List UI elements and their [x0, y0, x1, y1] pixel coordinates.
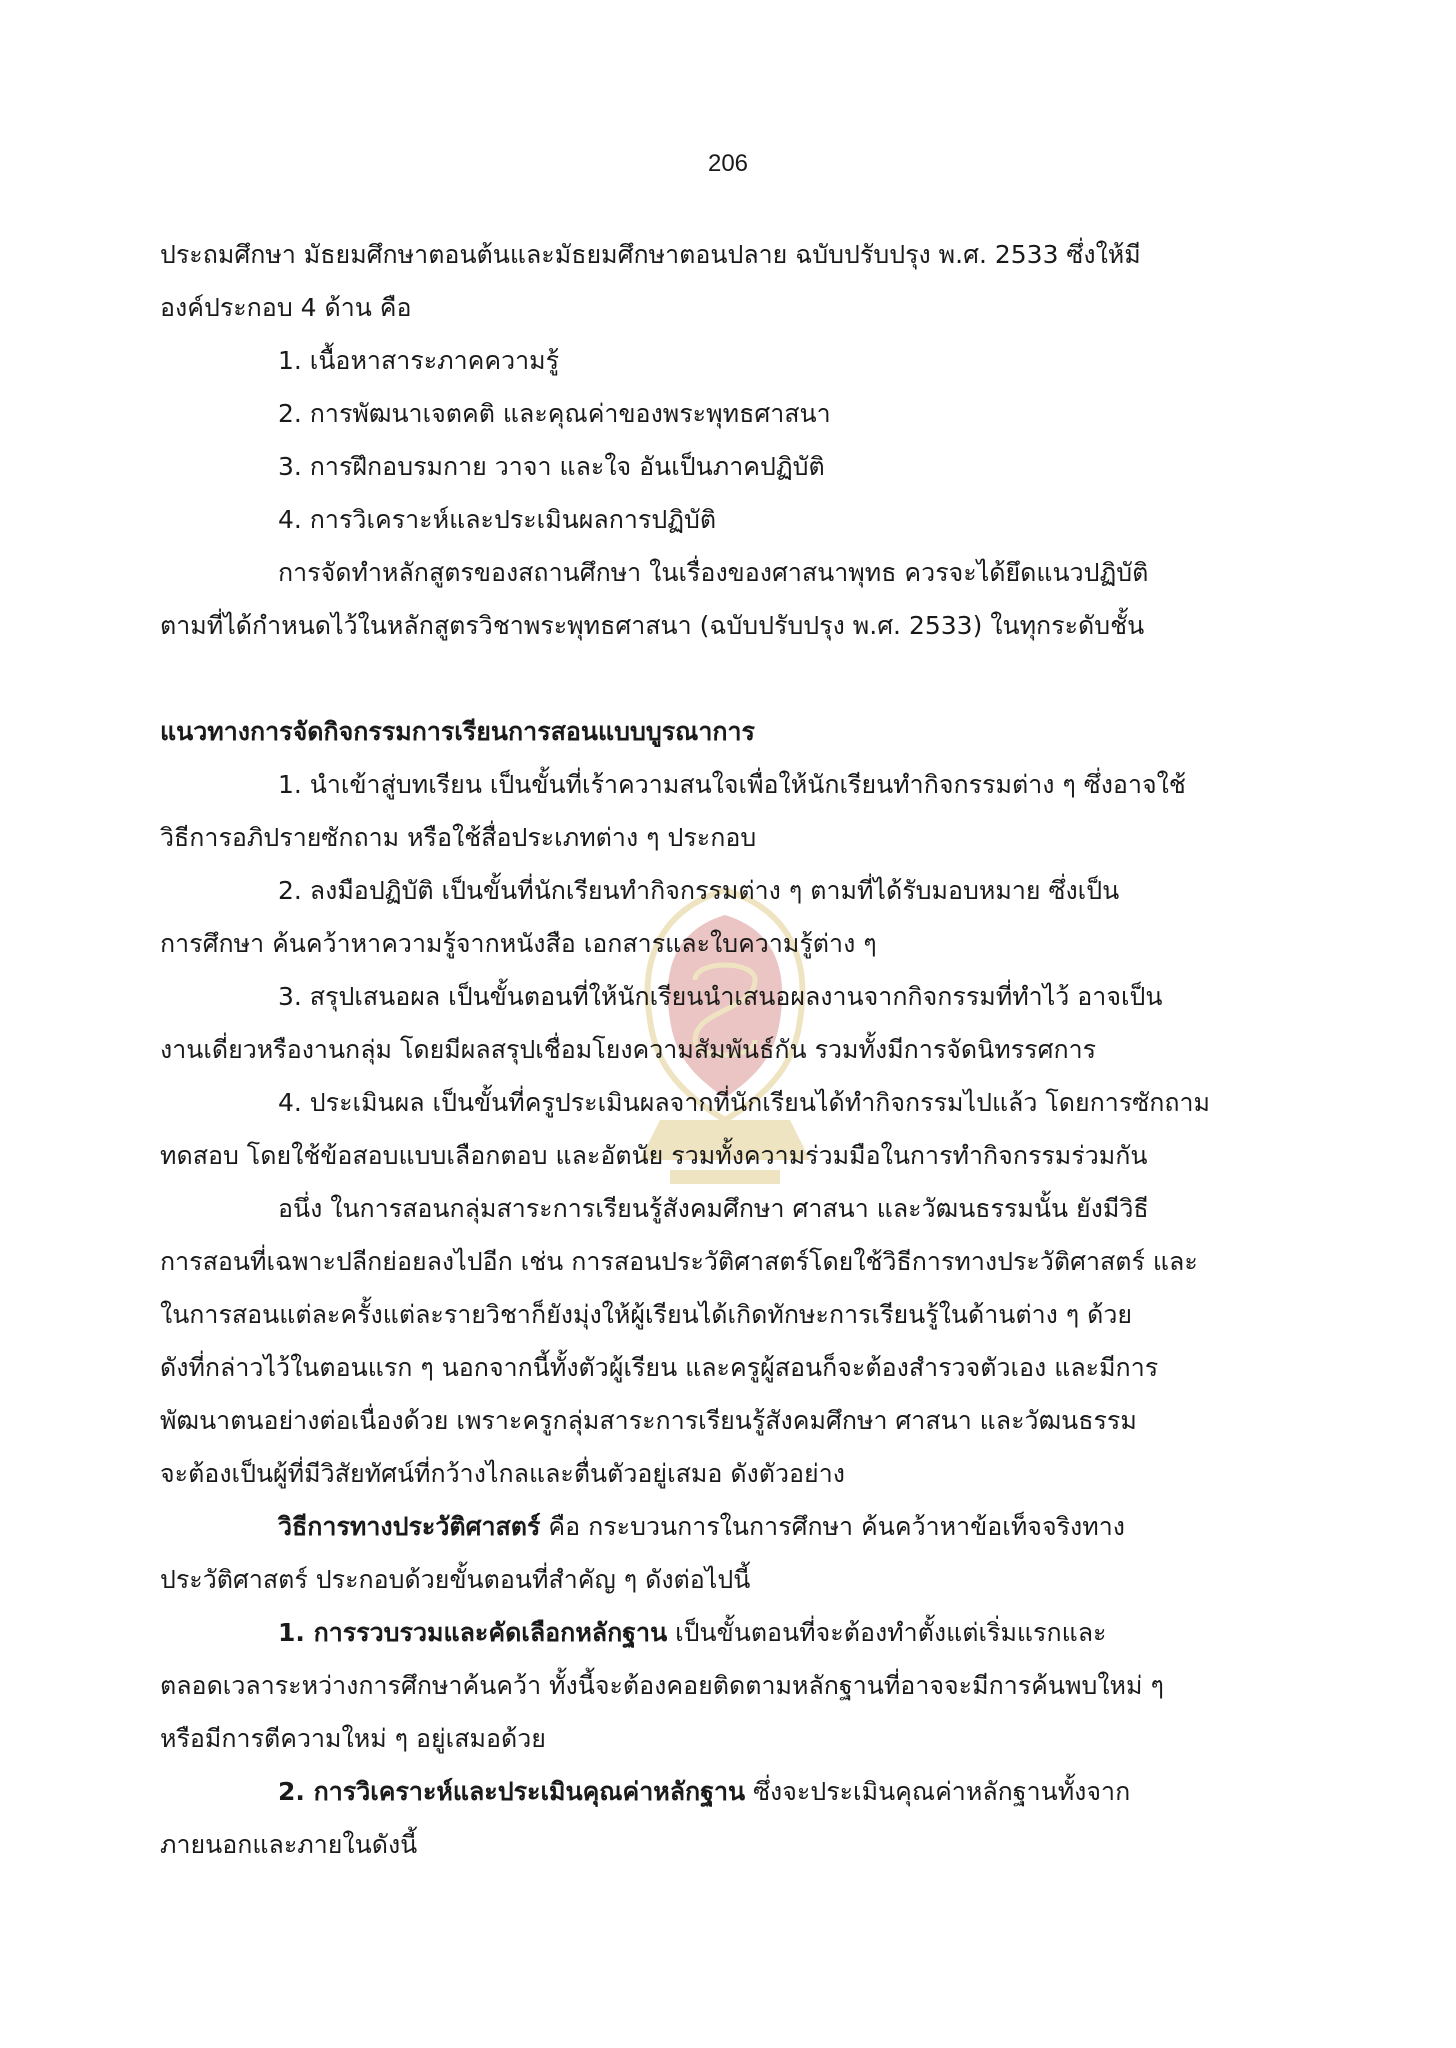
paragraph-line: [160, 1765, 1300, 1818]
paragraph-line: ตลอดเวลาระหว่างการศึกษาค้นคว้า ทั้งนี้จะต้องคอยติดตามหลักฐานที่อาจจะมีการค้นพบใหม่ ๆ: [160, 1671, 1164, 1700]
document-body: [160, 228, 1300, 1871]
step-line: 3. สรุปเสนอผล เป็นขั้นตอนที่ให้นักเรียนนำเสนอผลงานจากกิจกรรมที่ทำไว้ อาจเป็น: [278, 982, 1163, 1011]
paragraph-line: อนึ่ง ในการสอนกลุ่มสาระการเรียนรู้สังคมศึกษา ศาสนา และวัฒนธรรมนั้น ยังมีวิธี: [278, 1194, 1149, 1223]
paragraph-line: หรือมีการตีความใหม่ ๆ อยู่เสมอด้วย: [160, 1724, 546, 1753]
paragraph-line: พัฒนาตนอย่างต่อเนื่องด้วย เพราะครูกลุ่มสาระการเรียนรู้สังคมศึกษา ศาสนา และวัฒนธรรม: [160, 1406, 1137, 1435]
list-item: 3. การฝึกอบรมกาย วาจา และใจ อันเป็นภาคปฏิบัติ: [278, 452, 825, 481]
paragraph-line: [160, 1500, 1300, 1553]
step-line: ทดสอบ โดยใช้ข้อสอบแบบเลือกตอบ และอัตนัย รวมทั้งความร่วมมือในการทำกิจกรรมร่วมกัน: [160, 1141, 1148, 1170]
step-line: 1. นำเข้าสู่บทเรียน เป็นขั้นที่เร้าความสนใจเพื่อให้นักเรียนทำกิจกรรมต่าง ๆ ซึ่งอาจใช้: [278, 770, 1186, 799]
step-line: งานเดี่ยวหรืองานกลุ่ม โดยมีผลสรุปเชื่อมโยงความสัมพันธ์กัน รวมทั้งมีการจัดนิทรรศการ: [160, 1035, 1097, 1064]
step-line: วิธีการอภิปรายซักถาม หรือใช้สื่อประเภทต่าง ๆ ประกอบ: [160, 823, 757, 852]
paragraph-line: การสอนที่เฉพาะปลีกย่อยลงไปอีก เช่น การสอนประวัติศาสตร์โดยใช้วิธีการทางประวัติศาสตร์ และ: [160, 1247, 1198, 1276]
paragraph-line: การจัดทำหลักสูตรของสถานศึกษา ในเรื่องของศาสนาพุทธ ควรจะได้ยึดแนวปฏิบัติ: [278, 558, 1149, 587]
step-line: 2. ลงมือปฏิบัติ เป็นขั้นที่นักเรียนทำกิจกรรมต่าง ๆ ตามที่ได้รับมอบหมาย ซึ่งเป็น: [278, 876, 1120, 905]
paragraph-line: ตามที่ได้กำหนดไว้ในหลักสูตรวิชาพระพุทธศาสนา (ฉบับปรับปรุง พ.ศ. 2533) ในทุกระดับชั้น: [160, 611, 1145, 640]
bold-term: 2. การวิเคราะห์และประเมินคุณค่าหลักฐาน: [278, 1777, 746, 1806]
step-line: การศึกษา ค้นคว้าหาความรู้จากหนังสือ เอกสารและใบความรู้ต่าง ๆ: [160, 929, 877, 958]
section-heading: แนวทางการจัดกิจกรรมการเรียนการสอนแบบบูรณาการ: [160, 717, 755, 746]
list-item: 1. เนื้อหาสาระภาคความรู้: [278, 346, 560, 375]
list-item: 4. การวิเคราะห์และประเมินผลการปฏิบัติ: [278, 505, 717, 534]
bold-term: วิธีการทางประวัติศาสตร์: [278, 1512, 541, 1541]
paragraph-line: ภายนอกและภายในดังนี้: [160, 1830, 418, 1859]
paragraph-text: เป็นขั้นตอนที่จะต้องทำตั้งแต่เริ่มแรกและ: [667, 1618, 1107, 1647]
paragraph-line: ประถมศึกษา มัธยมศึกษาตอนต้นและมัธยมศึกษาตอนปลาย ฉบับปรับปรุง พ.ศ. 2533 ซึ่งให้มี: [160, 240, 1141, 269]
paragraph-text: คือ กระบวนการในการศึกษา ค้นคว้าหาข้อเท็จจริงทาง: [540, 1512, 1125, 1541]
page-number: 206: [707, 150, 749, 177]
paragraph-line: จะต้องเป็นผู้ที่มีวิสัยทัศน์ที่กว้างไกลและตื่นตัวอยู่เสมอ ดังตัวอย่าง: [160, 1459, 845, 1488]
paragraph-text: ซึ่งจะประเมินคุณค่าหลักฐานทั้งจาก: [745, 1777, 1131, 1806]
list-item: 2. การพัฒนาเจตคติ และคุณค่าของพระพุทธศาสนา: [278, 399, 831, 428]
step-line: 4. ประเมินผล เป็นขั้นที่ครูประเมินผลจากที่นักเรียนได้ทำกิจกรรมไปแล้ว โดยการซักถาม: [278, 1088, 1211, 1117]
paragraph-line: ดังที่กล่าวไว้ในตอนแรก ๆ นอกจากนี้ทั้งตัวผู้เรียน และครูผู้สอนก็จะต้องสำรวจตัวเอง และมีการ: [160, 1353, 1159, 1382]
paragraph-line: ในการสอนแต่ละครั้งแต่ละรายวิชาก็ยังมุ่งให้ผู้เรียนได้เกิดทักษะการเรียนรู้ในด้านต่าง ๆ ด้วย: [160, 1300, 1133, 1329]
paragraph-line: [160, 1606, 1300, 1659]
paragraph-line: ประวัติศาสตร์ ประกอบด้วยขั้นตอนที่สำคัญ ๆ ดังต่อไปนี้: [160, 1565, 751, 1594]
paragraph-line: องค์ประกอบ 4 ด้าน คือ: [160, 293, 412, 322]
bold-term: 1. การรวบรวมและคัดเลือกหลักฐาน: [278, 1618, 668, 1647]
